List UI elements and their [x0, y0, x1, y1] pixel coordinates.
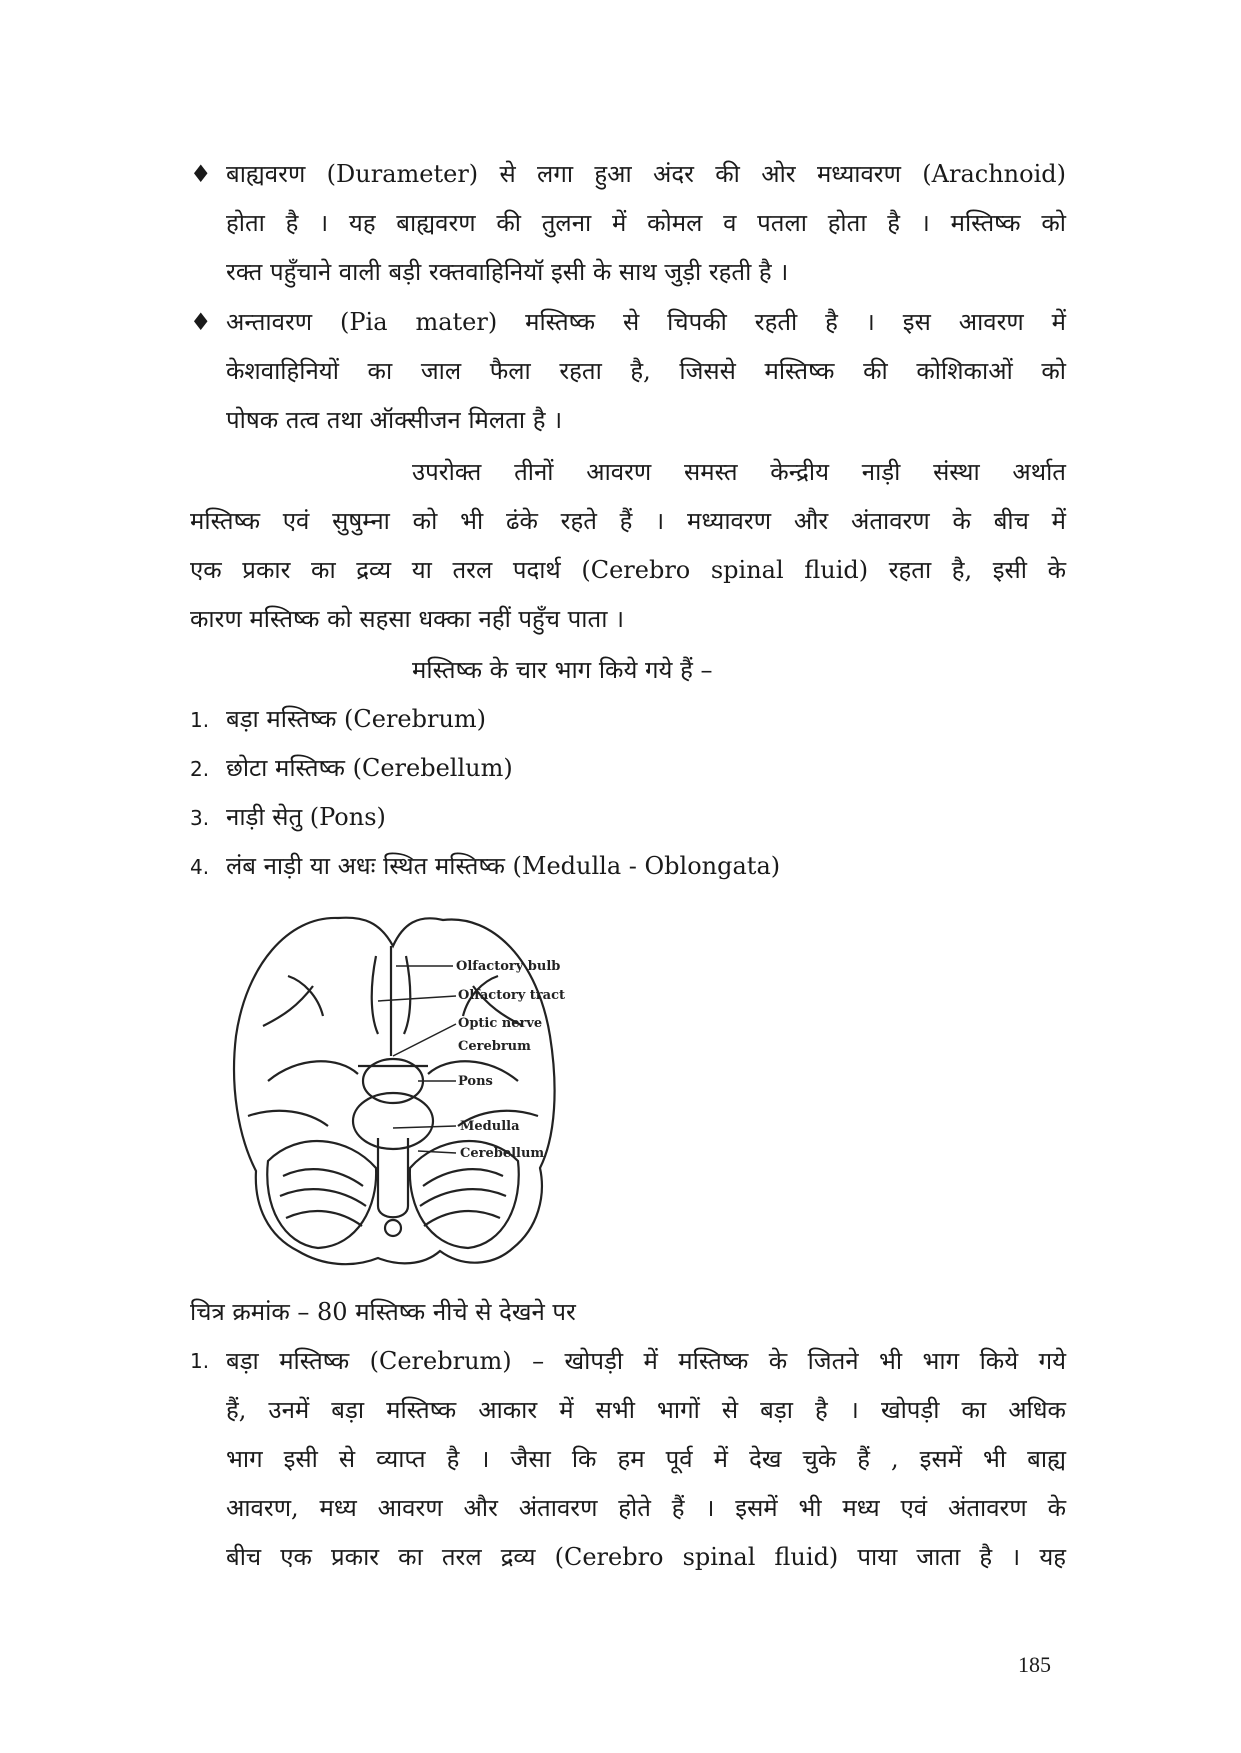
detail-paragraph — [190, 1337, 1066, 1582]
brain-diagram — [228, 906, 658, 1284]
list-item-text: बड़ा मस्तिष्क (Cerebrum) — [226, 705, 487, 733]
label-cerebellum: Cerebellum — [460, 1146, 545, 1161]
list-item-text: लंब नाड़ी या अधः स्थित मस्तिष्क (Medulla - Oblongata) — [226, 852, 781, 880]
figure-caption: चित्र क्रमांक – 80 मस्तिष्क नीचे से देखने पर — [190, 1298, 576, 1326]
section-heading: मस्तिष्क के चार भाग किये गये हैं – — [412, 656, 713, 684]
text-line: बीच एक प्रकार का तरल द्रव्य (Cerebro spinal fluid) पाया जाता है । यह — [226, 1543, 1066, 1571]
text-line: भाग इसी से व्याप्त है । जैसा कि हम पूर्व में देख चुके हैं , इसमें भी बाह्य — [226, 1445, 1066, 1473]
label-olfactory-tract: Olfactory tract — [458, 988, 565, 1003]
bullet-item — [190, 298, 1066, 445]
page-number: 185 — [1018, 1652, 1051, 1677]
label-pons: Pons — [458, 1074, 493, 1089]
list-item-text: छोटा मस्तिष्क (Cerebellum) — [226, 754, 513, 782]
text-line: बाह्यवरण (Durameter) से लगा हुआ अंदर की ओर मध्यावरण (Arachnoid) — [226, 160, 1066, 188]
text-line: कारण मस्तिष्क को सहसा धक्का नहीं पहुँच पाता । — [190, 605, 625, 633]
label-optic-nerve: Optic nerve — [458, 1016, 543, 1031]
text-line: एक प्रकार का द्रव्य या तरल पदार्थ (Cerebro spinal fluid) रहता है, इसी के — [190, 556, 1066, 584]
list-number: 4. — [190, 855, 210, 879]
list-item — [190, 744, 513, 794]
bullet-item — [190, 150, 1066, 297]
list-item — [190, 793, 386, 843]
label-olfactory-bulb: Olfactory bulb — [456, 959, 561, 974]
label-medulla: Medulla — [460, 1119, 520, 1134]
text-line: हैं, उनमें बड़ा मस्तिष्क आकार में सभी भागों से बड़ा है । खोपड़ी का अधिक — [226, 1396, 1066, 1424]
brain-diagram-svg — [228, 906, 658, 1284]
list-item-text: नाड़ी सेतु (Pons) — [226, 803, 386, 831]
list-item — [190, 842, 780, 892]
paragraph — [190, 448, 1066, 644]
text-line: उपरोक्त तीनों आवरण समस्त केन्द्रीय नाड़ी संस्था अर्थात — [412, 458, 1066, 486]
text-line: होता है । यह बाह्यवरण की तुलना में कोमल व पतला होता है । मस्तिष्क को — [226, 209, 1066, 237]
list-number: 2. — [190, 757, 210, 781]
bullet-diamond-icon: ♦ — [190, 160, 212, 188]
text-line: मस्तिष्क एवं सुषुम्ना को भी ढंके रहते हैं । मध्यावरण और अंतावरण के बीच में — [190, 507, 1066, 535]
list-item — [190, 695, 486, 745]
bullet-diamond-icon: ♦ — [190, 308, 212, 336]
text-line: रक्त पहुँचाने वाली बड़ी रक्तवाहिनियॉ इसी के साथ जुड़ी रहती है । — [226, 258, 789, 286]
text-line: बड़ा मस्तिष्क (Cerebrum) – खोपड़ी में मस्तिष्क के जितने भी भाग किये गये — [226, 1347, 1066, 1375]
text-line: अन्तावरण (Pia mater) मस्तिष्क से चिपकी रहती है । इस आवरण में — [226, 308, 1066, 336]
text-line: पोषक तत्व तथा ऑक्सीजन मिलता है । — [226, 406, 563, 434]
list-number: 1. — [190, 708, 210, 732]
label-cerebrum: Cerebrum — [458, 1039, 531, 1054]
list-number: 1. — [190, 1349, 210, 1373]
text-line: आवरण, मध्य आवरण और अंतावरण होते हैं । इसमें भी मध्य एवं अंतावरण के — [226, 1494, 1066, 1522]
list-number: 3. — [190, 806, 210, 830]
text-line: केशवाहिनियों का जाल फैला रहता है, जिससे मस्तिष्क की कोशिकाओं को — [226, 357, 1066, 385]
